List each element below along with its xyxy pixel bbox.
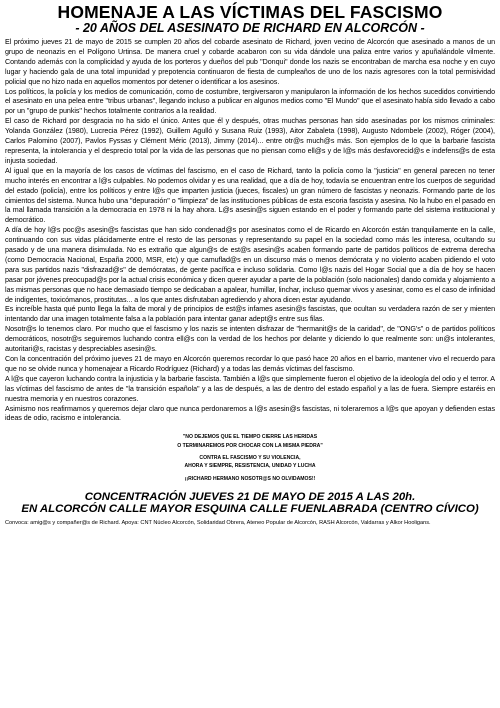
paragraph-8: Con la concentración del próximo jueves 21 de mayo en Alcorcón queremos recordar lo que pasó hace 20 años en el barrio, mantener vivo el recuerdo para que no se olvide nunca y homenajear a Ricardo Rodríguez (Richard) y a todas las demás víctimas del fascismo.: [5, 355, 495, 373]
paragraph-1: El próximo jueves 21 de mayo de 2015 se cumplen 20 años del cobarde asesinato de Richard, joven vecino de Alcorcón que asesinado a manos de un grupo de neonazis en el Polígono Urtinsa. De manera cruel y cobarde acabaron con su vida dándole una paliza entre varios y apuñalándole vilmente. Contando además con la complicidad y ayuda de los porteros y dueños del pub "Donqui" donde los nazis se encontraban de marcha esa noche y en cuyo lugar y haciendo gala de una total impunidad y prepotencia continuaron de fiesta de cumpleaños de uno de los nazis agresores con la total permisividad policial que no hizo nada en aquellos momentos por detener o identificar a los asesinos.: [5, 38, 495, 86]
slogan-line-5: ¡¡RICHARD HERMANO NOSOTR@S NO OLVIDAMOS!!: [184, 475, 316, 482]
flyer-subtitle: - 20 AÑOS DEL ASESINATO DE RICHARD EN ALCORCÓN -: [75, 21, 425, 35]
slogan-line-3: CONTRA EL FASCISMO Y SU VIOLENCIA,: [199, 454, 301, 461]
organizers-line: Convoca: amig@s y compañer@s de Richard. Apoya: CNT Núcleo Alcorcón, Solidaridad Obrera, Ateneo Popular de Alcorcón, RASH Alcorcón, Valdarras y Alkor Hooligans.: [5, 519, 431, 526]
paragraph-2: Los políticos, la policía y los medios de comunicación, como de costumbre, tergiversaron y manipularon la información de los hechos sucedidos convirtiendo el asesinato en una pelea entre "tribus urbanas", llegando incluso a publicar en algunos medios como "El Mundo" que el asesinato había sido llevado a cabo por un "grupo de punkis" hechos totalmente contrarios a la realidad.: [5, 87, 495, 116]
event-location: EN ALCORCÓN CALLE MAYOR ESQUINA CALLE FUENLABRADA (CENTRO CÍVICO): [21, 503, 479, 516]
slogan-line-4: AHORA Y SIEMPRE, RESISTENCIA, UNIDAD Y LUCHA: [184, 463, 316, 470]
paragraph-3: El caso de Richard por desgracia no ha sido el único. Antes que él y después, otras muchas personas han sido asesinadas por los mismos criminales: Yolanda González (1980), Lucrecia Pérez (1992), Guillem Agulló y Susana Ruiz (1993), Aitor Zabaleta (1998), Augusto Ndombele (2002), Róger (2004), Carlos Palomino (2007), Pavlos Fyssas y Clément Méric (2013), Jimmy (2014)... entre otr@s much@s más. Son ejemplos de lo que la barbarie fascista representa, la intolerancia y el desprecio total por la vida de las personas que no piensan como ell@s y de l@s más desfavorecid@s e indefens@s de esta injusta sociedad.: [5, 117, 495, 165]
slogan-line-2: O TERMINAREMOS POR CHOCAR CON LA MISMA PIEDRA": [177, 442, 323, 449]
flyer-title: HOMENAJE A LAS VÍCTIMAS DEL FASCISMO: [57, 2, 443, 22]
flyer-body: [5, 38, 495, 424]
paragraph-5: A día de hoy l@s poc@s asesin@s fascistas que han sido condenad@s por asesinatos como el de Ricardo en Alcorcón están tranquilamente en la calle, continuando con sus vidas plácidamente entre el resto de las personas y representando su papel en la sociedad como más les interesa, ocultando su pasado y de una manera disimulada. No es extraño que algun@s de est@s asesin@s acaben formando parte de partidos políticos de extrema derecha (como Democracia Nacional, España 2000, MSR, etc) y que camuflad@s en un discurso más o menos demócrata y no violento acaben pidiendo el voto para sus partidos nazis "disfrazad@s" de demócratas, de gente pacífica e incluso solidaria. Como l@s nazis del Hogar Social que a día de hoy se hacen pasar por jóvenes preocupad@s por la actual crisis económica y dicen querer ayudar a parte de la población (solo nacionales) dando comida y alojamiento a las mismas personas que no hace demasiado tiempo se dedicaban a apalear, humillar, linchar, incluso quemar vivos y asesinar, como es el caso de infinidad de indigentes, toxicómanos, prostitutas... a los que antes disfrutaban agrediendo y ahora dicen estar ayudando.: [5, 226, 495, 304]
paragraph-9: A l@s que cayeron luchando contra la injusticia y la barbarie fascista. También a l@s que simplemente fueron el objetivo de la ideología del odio y el terror. A las víctimas del fascismo de antes de "la transición española" y a las de después, a las de dentro del estado español y a las de fuera. Siempre estaréis en nuestra memoria y en nuestros corazones.: [5, 374, 495, 403]
slogan-line-1: "NO DEJEMOS QUE EL TIEMPO CIERRE LAS HERIDAS: [182, 434, 318, 441]
paragraph-6: Es increíble hasta qué punto llega la falta de moral y de principios de est@s infames asesin@s fascistas, que ocultan su verdadera razón de ser y mienten intentando dar una imagen totalmente falsa a la población para intentar ganar adept@s entre sus filas.: [5, 305, 495, 324]
event-date-time: CONCENTRACIÓN JUEVES 21 DE MAYO DE 2015 A LAS 20h.: [84, 490, 416, 503]
paragraph-4: Al igual que en la mayoría de los casos de víctimas del fascismo, en el caso de Richard, tanto la policía como la "justicia" en general parecen no tener mucho interés en encontrar a l@s culpables. No podemos olvidar y es una realidad, que a día de hoy, todavía se encuentran entre los cuerpos de seguridad del estado (policía), entre los políticos y entre l@s que imparten justicia (jueces, fiscales) un gran número de fascistas y neonazis. Formando parte de los cimientos del sistema. Nunca hubo una "depuración" o "limpieza" de las instituciones públicas de esta escoria fascista y asesina. No la hubo en el pasado en la mal llamada transición a la democracia en 1978 ni la hay ahora. L@s asesin@s siguen estando en el poder y formando parte del sistema institucional y democrático.: [5, 166, 495, 225]
paragraph-10: Asimismo nos reafirmamos y queremos dejar claro que nunca perdonaremos a l@s asesin@s fascistas, ni toleraremos a l@s que apoyan y defienden estas ideas de odio, racismo e intolerancia.: [5, 404, 495, 423]
paragraph-7: Nosotr@s lo tenemos claro. Por mucho que el fascismo y los nazis se intenten disfrazar de "hermanit@s de la caridad", de "ONG's" o de partidos políticos democráticos, nosotr@s seguiremos luchando contra ell@s con la verdad de los hechos por delante y diciendo lo que realmente son: un@s intolerantes, autoritari@s, racistas y despreciables asesin@s.: [5, 325, 495, 354]
event-announcement: [5, 491, 495, 516]
slogan-block: [5, 433, 495, 482]
